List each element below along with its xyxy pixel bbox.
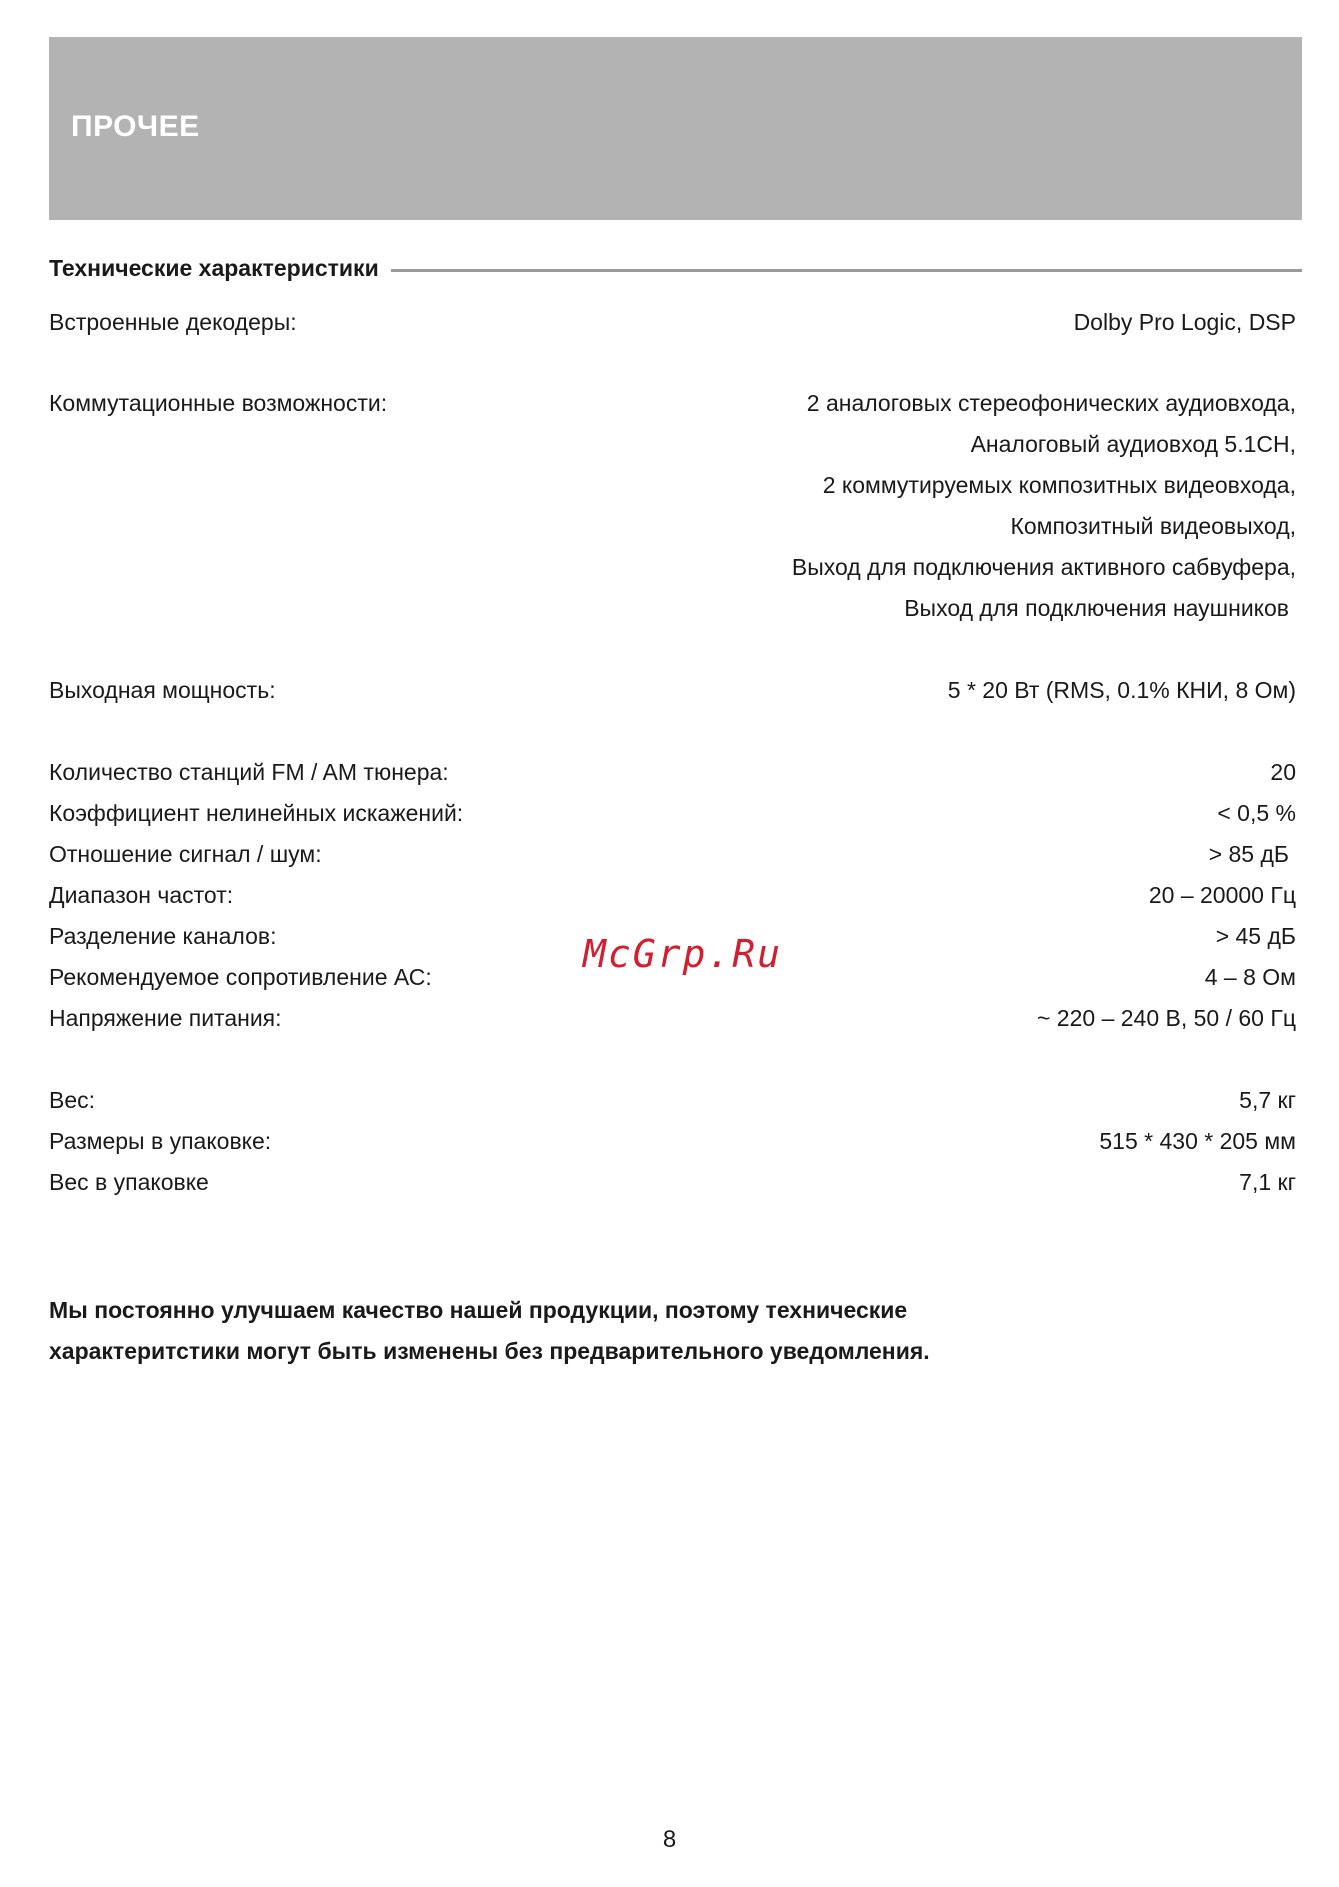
spec-values bbox=[1074, 302, 1296, 343]
spec-value: Dolby Pro Logic, DSP bbox=[1073, 309, 1296, 335]
spec-values bbox=[1099, 1121, 1296, 1162]
spec-label: Количество станций FM / AM тюнера: bbox=[49, 759, 449, 785]
spec-value: < 0,5 % bbox=[1217, 800, 1296, 826]
spec-value: > 45 дБ bbox=[1215, 923, 1296, 949]
spec-label: Выходная мощность: bbox=[49, 677, 276, 703]
spec-values bbox=[1216, 916, 1296, 957]
section-divider bbox=[391, 269, 1302, 272]
header-band bbox=[49, 37, 1302, 220]
spec-label: Встроенные декодеры: bbox=[49, 309, 297, 335]
spec-values bbox=[1239, 1080, 1296, 1121]
spec-value: Аналоговый аудиовход 5.1CH, bbox=[970, 431, 1296, 457]
section-heading bbox=[49, 255, 1302, 282]
notice-line: Мы постоянно улучшаем качество нашей продукции, поэтому технические bbox=[49, 1297, 908, 1323]
spec-label: Отношение сигнал / шум: bbox=[49, 841, 322, 867]
spec-values bbox=[1037, 998, 1296, 1039]
page-title: ПРОЧЕЕ bbox=[71, 110, 200, 143]
spec-label: Коэффициент нелинейных искажений: bbox=[49, 800, 464, 826]
spec-values bbox=[1239, 1162, 1296, 1203]
spec-label: Разделение каналов: bbox=[49, 923, 277, 949]
spec-values bbox=[1209, 834, 1296, 875]
spec-value: > 85 дБ bbox=[1208, 841, 1289, 867]
spec-value: 2 коммутируемых композитных видеовхода, bbox=[822, 472, 1296, 498]
spec-value: Выход для подключения наушников bbox=[904, 595, 1289, 621]
notice-line: характеритстики могут быть изменены без предварительного уведомления. bbox=[49, 1338, 930, 1364]
spec-label: Коммутационные возможности: bbox=[49, 390, 388, 416]
spec-values bbox=[1217, 793, 1296, 834]
spec-values bbox=[1205, 957, 1296, 998]
spec-label: Рекомендуемое сопротивление АС: bbox=[49, 964, 432, 990]
page-number: 8 bbox=[662, 1826, 677, 1853]
spec-value: Композитный видеовыход, bbox=[1010, 513, 1296, 539]
spec-value: 5,7 кг bbox=[1239, 1087, 1296, 1113]
section-heading-text: Технические характеристики bbox=[49, 255, 379, 281]
spec-label: Вес: bbox=[49, 1087, 96, 1113]
watermark: McGrp.Ru bbox=[583, 932, 783, 976]
spec-values bbox=[1149, 875, 1296, 916]
notice-text bbox=[49, 1290, 930, 1372]
spec-values bbox=[792, 383, 1296, 629]
spec-value: 20 bbox=[1270, 759, 1296, 785]
spec-value: ~ 220 – 240 В, 50 / 60 Гц bbox=[1036, 1005, 1296, 1031]
spec-value: 7,1 кг bbox=[1239, 1169, 1296, 1195]
spec-value: 2 аналоговых стереофонических аудиовхода, bbox=[806, 390, 1296, 416]
spec-values bbox=[948, 670, 1296, 711]
spec-value: 515 * 430 * 205 мм bbox=[1099, 1128, 1296, 1154]
spec-values bbox=[1270, 752, 1296, 793]
spec-label: Размеры в упаковке: bbox=[49, 1128, 272, 1154]
spec-value: 20 – 20000 Гц bbox=[1148, 882, 1296, 908]
spec-label: Напряжение питания: bbox=[49, 1005, 282, 1031]
spec-value: Выход для подключения активного сабвуфера, bbox=[791, 554, 1296, 580]
spec-value: 5 * 20 Вт (RMS, 0.1% КНИ, 8 Ом) bbox=[947, 677, 1296, 703]
spec-label: Вес в упаковке bbox=[49, 1169, 209, 1195]
spec-label: Диапазон частот: bbox=[49, 882, 234, 908]
spec-value: 4 – 8 Ом bbox=[1204, 964, 1296, 990]
